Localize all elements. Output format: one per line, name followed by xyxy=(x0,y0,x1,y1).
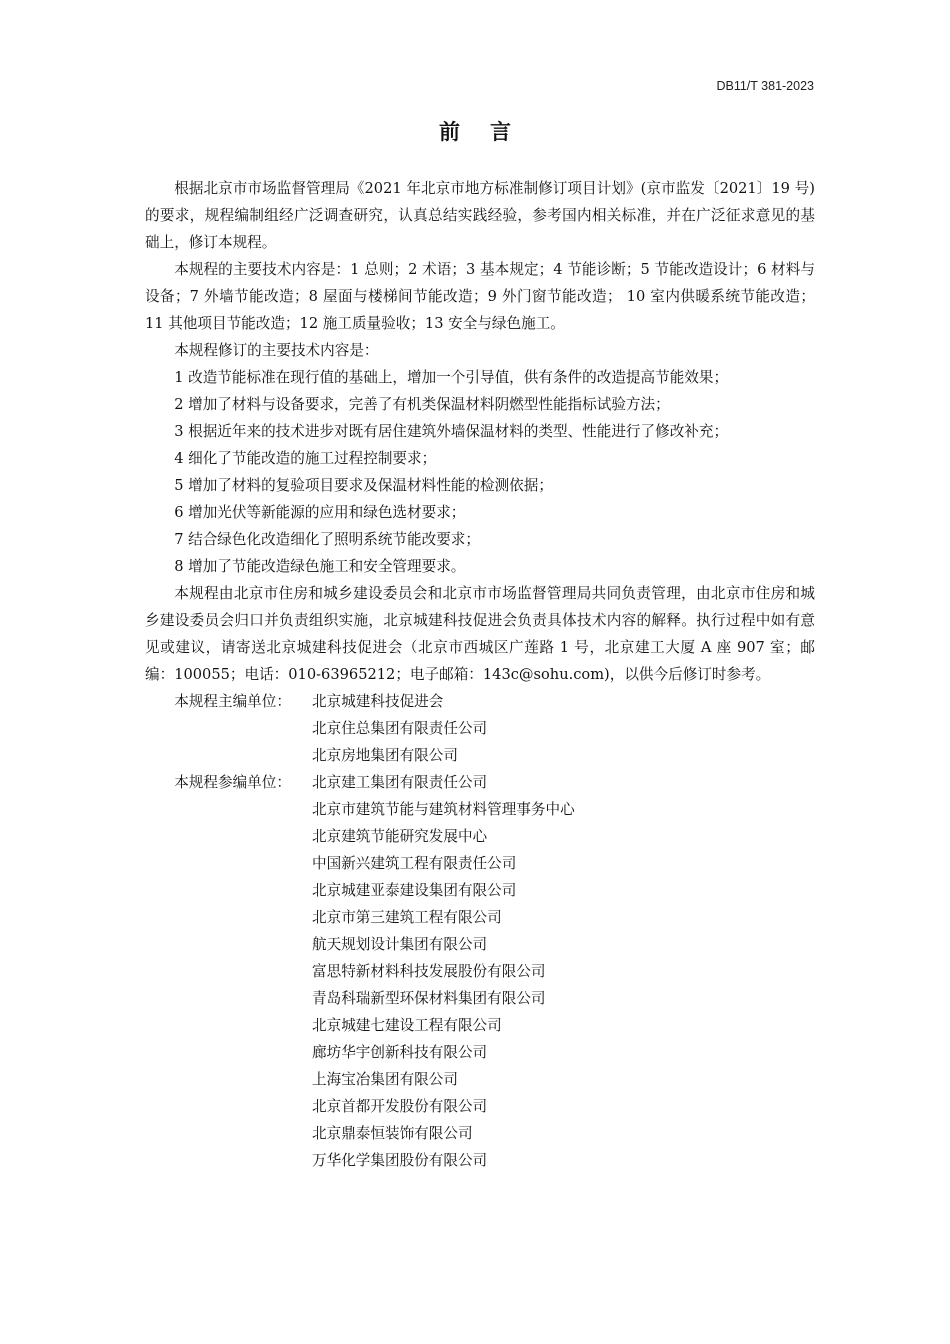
revision-list xyxy=(145,364,815,580)
unit-row xyxy=(145,1012,815,1039)
unit-name: 北京城建七建设工程有限公司 xyxy=(312,1017,502,1034)
unit-row xyxy=(145,1066,815,1093)
unit-name: 中国新兴建筑工程有限责任公司 xyxy=(312,855,517,872)
chief-units-label: 本规程主编单位： xyxy=(174,693,291,710)
unit-row xyxy=(145,1147,815,1174)
intro-paragraph: 根据北京市市场监督管理局《2021 年北京市地方标准制修订项目计划》(京市监发〔2021〕19 号) 的要求，规程编制组经广泛调查研究，认真总结实践经验，参考国内相关标准，并在广泛征求意见的基础上，修订本规程。 xyxy=(145,180,815,251)
revision-item: 7 结合绿色化改造细化了照明系统节能改要求； xyxy=(174,531,480,548)
revision-item: 3 根据近年来的技术进步对既有居住建筑外墙保温材料的类型、性能进行了修改补充； xyxy=(174,423,729,440)
revision-intro-paragraph: 本规程修订的主要技术内容是： xyxy=(174,342,379,359)
revision-item: 1 改造节能标准在现行值的基础上，增加一个引导值，供有条件的改造提高节能效果； xyxy=(174,369,729,386)
unit-name: 北京住总集团有限责任公司 xyxy=(312,720,488,737)
unit-row xyxy=(145,931,815,958)
unit-row xyxy=(145,850,815,877)
unit-name: 廊坊华宇创新科技有限公司 xyxy=(312,1044,488,1061)
revision-item: 6 增加光伏等新能源的应用和绿色选材要求； xyxy=(174,504,466,521)
unit-name: 航天规划设计集团有限公司 xyxy=(312,936,488,953)
unit-row xyxy=(145,958,815,985)
unit-row xyxy=(145,742,815,769)
revision-item: 5 增加了材料的复验项目要求及保温材料性能的检测依据； xyxy=(174,477,553,494)
participating-units-label: 本规程参编单位： xyxy=(174,774,291,791)
unit-row xyxy=(145,769,815,796)
unit-name: 万华化学集团股份有限公司 xyxy=(312,1152,488,1169)
unit-name: 北京建工集团有限责任公司 xyxy=(312,774,488,791)
unit-row xyxy=(145,1039,815,1066)
page-title: 前言 xyxy=(439,120,541,144)
unit-name: 北京建筑节能研究发展中心 xyxy=(312,828,488,845)
unit-name: 北京鼎泰恒装饰有限公司 xyxy=(312,1125,473,1142)
revision-item: 2 增加了材料与设备要求，完善了有机类保温材料阴燃型性能指标试验方法； xyxy=(174,396,670,413)
revision-item: 8 增加了节能改造绿色施工和安全管理要求。 xyxy=(174,558,466,575)
unit-row xyxy=(145,985,815,1012)
unit-name: 青岛科瑞新型环保材料集团有限公司 xyxy=(312,990,546,1007)
unit-name: 北京城建亚泰建设集团有限公司 xyxy=(312,882,517,899)
unit-name: 北京市第三建筑工程有限公司 xyxy=(312,909,502,926)
unit-row xyxy=(145,877,815,904)
document-body xyxy=(145,175,815,1174)
unit-name: 北京市建筑节能与建筑材料管理事务中心 xyxy=(312,801,575,818)
chief-units-list xyxy=(145,688,815,769)
management-paragraph: 本规程由北京市住房和城乡建设委员会和北京市市场监督管理局共同负责管理，由北京市住房和城乡建设委员会归口并负责组织实施，北京城建科技促进会负责具体技术内容的解释。执行过程中如有意见或建议，请寄送北京城建科技促进会（北京市西城区广莲路 1 号，北京建工大厦 A 座 907 室；邮编：100055；电话：010-63965212；电子邮箱：143c@sohu.com)，以供今后修订时参考。 xyxy=(145,585,815,683)
unit-name: 北京首都开发股份有限公司 xyxy=(312,1098,488,1115)
document-code: DB11/T 381-2023 xyxy=(716,79,814,93)
revision-item: 4 细化了节能改造的施工过程控制要求； xyxy=(174,450,437,467)
unit-name: 北京城建科技促进会 xyxy=(312,693,444,710)
unit-row xyxy=(145,715,815,742)
unit-name: 富思特新材料科技发展股份有限公司 xyxy=(312,963,546,980)
unit-row xyxy=(145,1120,815,1147)
unit-name: 北京房地集团有限公司 xyxy=(312,747,458,764)
unit-row xyxy=(145,823,815,850)
unit-row xyxy=(145,688,815,715)
main-content-paragraph: 本规程的主要技术内容是：1 总则；2 术语；3 基本规定；4 节能诊断；5 节能改造设计；6 材料与设备；7 外墙节能改造；8 屋面与楼梯间节能改造；9 外门窗节能改造； 10 室内供暖系统节能改造；11 其他项目节能改造；12 施工质量验收；13 安全与绿色施工。 xyxy=(145,261,815,332)
unit-name: 上海宝冶集团有限公司 xyxy=(312,1071,458,1088)
participating-units-list xyxy=(145,769,815,1174)
unit-row xyxy=(145,904,815,931)
unit-row xyxy=(145,796,815,823)
unit-row xyxy=(145,1093,815,1120)
